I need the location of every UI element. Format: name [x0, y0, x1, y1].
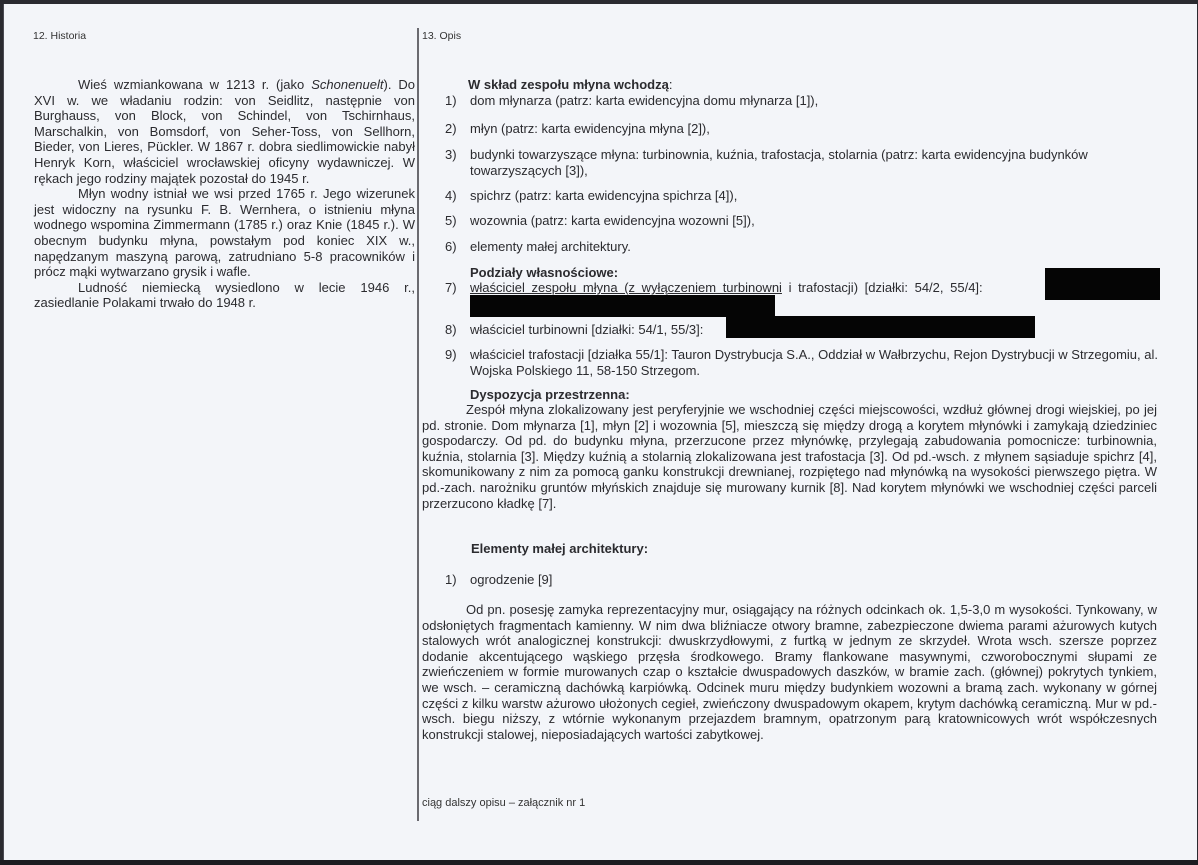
fence-description: Od pn. posesję zamyka reprezentacyjny mur, osiągający na różnych odcinkach ok. 1,5-3,0 m wysokości. Tynkowany, w odsłoniętych fragmentach kamienny. W nim dwa bliźniacze otwory bramne, zabezpieczone dwiema parami ażurowych kutych stalowych wrót analogicznej konstrukcji: dwuskrzydłowymi, z furtką w jednym ze skrzydeł. Wrota wsch. szersze poprzez dodanie akcentującego wąskiego przęsła środkowego. Bramy flankowane masywnymi, czworobocznymi słupami ze zwieńczeniem w formie murowanych czap o kształcie dwuspadowych daszków, w bramie zach. (głównej) pokrytych tynkiem, we wsch. – ceramiczną dachówką karpiówką. Odcinek muru między budynkiem wozowni a bramą zach. wykonany w górnej części z kilku warstw ażurowo ułożonych cegieł, zwieńczony dwuspadowym okapem, krytym dachówką ceramiczną. Mur w pd.-wsch. biegu niższy, z wtórnie wykonanym przejazdem bramnym, opatrzonym parą kratownicowych wrót współczesnych konstrukcji stalowej, nieposiadających wartości zabytkowej. [422, 602, 1157, 742]
history-paragraph-2: Młyn wodny istniał we wsi przed 1765 r. Jego wizerunek jest widoczny na rysunku F. B. Wernhera, o istnieniu młyna wodnego wspomina Zimmermann (1785 r.) oraz Knie (1845 r.). W obecnym budynku młyna, powstałym pod koniec XIX w., napędzanym maszyną parową, zatrudniano 5-8 pracowników i prócz mąki wytwarzano grysik i wafle. [34, 186, 415, 280]
list-item: 7) właściciel zespołu młyna (z wyłączeniem turbinowni i trafostacji) [działki: 54/2, 55/4]: [445, 280, 983, 295]
history-paragraph-3: Ludność niemiecką wysiedlono w lecie 1946 r., zasiedlanie Polakami trwało do 1948 r. [34, 279, 415, 311]
spatial-layout-text: Zespół młyna zlokalizowany jest peryferyjnie we wschodniej części miejscowości, wzdłuż głównej drogi wiejskiej, po jej pd. stronie. Dom młynarza [1], młyn [2] i wozownia [5], mieszczą się między drogą a korytem młynówki i zamykają dziedziniec gospodarczy. Od pd. do budynku młyna, przerzucone przez młynówkę, przylegają zabudowania pomocnicze: turbinownia, kuźnia, stolarnia [3]. Między kuźnią a stolarnią zlokalizowana jest trafostacja [3]. Od pd.-wsch. z młynem sąsiaduje spichrz [4], skomunikowany z nim za pomocą ganku konstrukcji drewnianej, rozpiętego nad młynówką na wysokości pierwszego piętra. W pd.-zach. narożniku gruntów młyńskich znajduje się murowany kurnik [8]. Nad korytem młynówki we wschodniej części parceli przerzucono kładkę [7]. [422, 402, 1157, 511]
redaction-block [1045, 268, 1160, 300]
list-item: 1) dom młynarza (patrz: karta ewidencyjna domu młynarza [1]), [445, 93, 819, 108]
heading-ownership: Podziały własnościowe: [470, 265, 619, 280]
list-item: 4) spichrz (patrz: karta ewidencyjna spichrza [4]), [445, 188, 738, 203]
column-divider [417, 28, 419, 821]
redaction-block [470, 295, 775, 317]
history-text [34, 77, 415, 311]
document-page [3, 4, 1197, 860]
redaction-block [726, 316, 1035, 338]
heading-spatial-layout: Dyspozycja przestrzenna: [470, 387, 630, 402]
list-item: 3) budynki towarzyszące młyna: turbinownia, kuźnia, trafostacja, stolarnia (patrz: karta ewidencyjna budynków towarzyszących [3]), [445, 147, 1088, 178]
historic-name: Schonenuelt [311, 77, 384, 92]
heading-small-architecture: Elementy małej architektury: [471, 541, 649, 556]
list-item: 2) młyn (patrz: karta ewidencyjna młyna [2]), [445, 121, 710, 136]
section-label-opis: 13. Opis [422, 30, 462, 42]
continuation-note: ciąg dalszy opisu – załącznik nr 1 [422, 797, 586, 809]
section-label-historia: 12. Historia [33, 30, 87, 42]
scan-bottom-edge [0, 860, 1198, 865]
history-paragraph-1: Wieś wzmiankowana w 1213 r. (jako Schonenuelt). Do XVI w. we władaniu rodzin: von Seidlitz, następnie von Burghauss, von Block, von Schindel, von Tschirnhaus, Marschalkin, von Bomsdorf, von Seher-Toss, von Sellhorn, Bieder, von Lieres, Pückler. W 1867 r. dobra siedlimowickie nabył Henryk Korn, właściciel wrocławskiej oficyny wydawniczej. W rękach jego rodziny majątek pozostał do 1945 r. [34, 77, 415, 186]
heading-composition: W skład zespołu młyna wchodzą: [468, 77, 673, 92]
list-item: 5) wozownia (patrz: karta ewidencyjna wozowni [5]), [445, 213, 755, 228]
list-item: 1) ogrodzenie [9] [445, 572, 553, 587]
list-item: 6) elementy małej architektury. [445, 239, 631, 254]
list-item: 9) właściciel trafostacji [działka 55/1]: Tauron Dystrybucja S.A., Oddział w Wałbrzychu, Rejon Dystrybucji w Strzegomiu, al. Wojska Polskiego 11, 58-150 Strzegom. [445, 347, 1158, 378]
list-item: 8) właściciel turbinowni [działki: 54/1, 55/3]: [445, 322, 704, 337]
